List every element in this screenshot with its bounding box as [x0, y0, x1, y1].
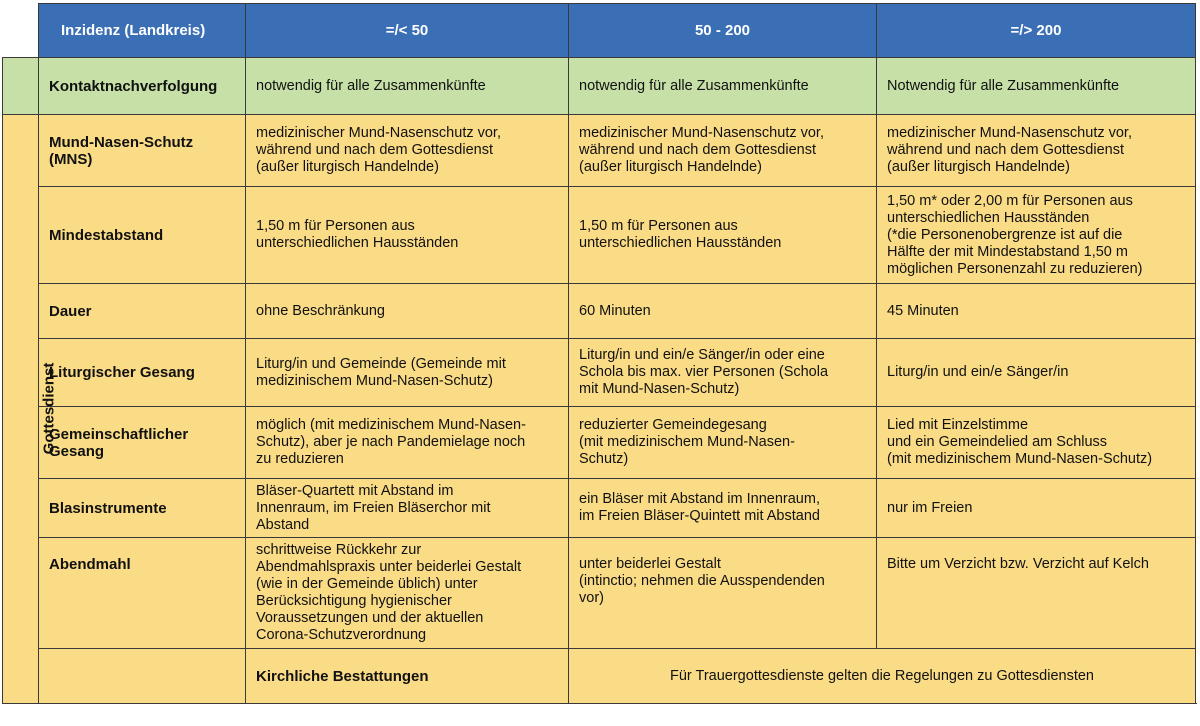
- row-label: Blasinstrumente: [39, 479, 246, 538]
- row-dauer: [3, 284, 1196, 339]
- cell-low: medizinischer Mund-Nasenschutz vor, während und nach dem Gottesdienst (außer liturgisch Handelnde): [246, 115, 569, 187]
- corner-cell: [3, 4, 39, 58]
- cell-high: Liturg/in und ein/e Sänger/in: [877, 339, 1196, 407]
- cell-mid: reduzierter Gemeindegesang (mit medizinischem Mund-Nasen- Schutz): [569, 407, 877, 479]
- row-mns: [3, 115, 1196, 187]
- row-label: Gemeinschaftlicher Gesang: [39, 407, 246, 479]
- cell-mid: medizinischer Mund-Nasenschutz vor, während und nach dem Gottesdienst (außer liturgisch Handelnde): [569, 115, 877, 187]
- cell-low: möglich (mit medizinischem Mund-Nasen- Schutz), aber je nach Pandemielage noch zu reduzieren: [246, 407, 569, 479]
- cell-low: notwendig für alle Zusammenkünfte: [246, 58, 569, 115]
- header-row: [3, 4, 1196, 58]
- cell-mid: 1,50 m für Personen aus unterschiedlichen Hausständen: [569, 187, 877, 284]
- cell-high: Notwendig für alle Zusammenkünfte: [877, 58, 1196, 115]
- cell-low: ohne Beschränkung: [246, 284, 569, 339]
- side-cell-bottom: [39, 649, 246, 704]
- header-mid: 50 - 200: [569, 4, 877, 58]
- cell-merged: Für Trauergottesdienste gelten die Regelungen zu Gottesdiensten: [569, 649, 1196, 704]
- row-label: Abendmahl: [39, 538, 246, 649]
- row-abstand: [3, 187, 1196, 284]
- cell-mid: Liturg/in und ein/e Sänger/in oder eine Schola bis max. vier Personen (Schola mit Mund-Nasen-Schutz): [569, 339, 877, 407]
- row-abendmahl: [3, 538, 1196, 649]
- row-gemein: [3, 407, 1196, 479]
- row-label: Kontaktnachverfolgung: [39, 58, 246, 115]
- side-label: Gottesdienst: [40, 362, 58, 455]
- cell-high: 1,50 m* oder 2,00 m für Personen aus unterschiedlichen Hausständen (*die Personenobergrenze ist auf die Hälfte der mit Mindestabstand 1,50 m möglichen Personenzahl zu reduzieren): [877, 187, 1196, 284]
- row-label: Dauer: [39, 284, 246, 339]
- cell-high: Lied mit Einzelstimme und ein Gemeindelied am Schluss (mit medizinischem Mund-Nasen-Schutz): [877, 407, 1196, 479]
- row-label: Liturgischer Gesang: [39, 339, 246, 407]
- row-label: Mindestabstand: [39, 187, 246, 284]
- row-label: Mund-Nasen-Schutz (MNS): [39, 115, 246, 187]
- row-blas: [3, 479, 1196, 538]
- cell-high: Bitte um Verzicht bzw. Verzicht auf Kelch: [877, 538, 1196, 649]
- row-label: Kirchliche Bestattungen: [246, 649, 569, 704]
- row-kontakt: [3, 58, 1196, 115]
- cell-mid: ein Bläser mit Abstand im Innenraum, im Freien Bläser-Quintett mit Abstand: [569, 479, 877, 538]
- cell-low: Liturg/in und Gemeinde (Gemeinde mit medizinischem Mund-Nasen-Schutz): [246, 339, 569, 407]
- cell-high: nur im Freien: [877, 479, 1196, 538]
- cell-high: medizinischer Mund-Nasenschutz vor, während und nach dem Gottesdienst (außer liturgisch Handelnde): [877, 115, 1196, 187]
- row-bestattung: [3, 649, 1196, 704]
- cell-low: Bläser-Quartett mit Abstand im Innenraum, im Freien Bläserchor mit Abstand: [246, 479, 569, 538]
- regulations-table: [2, 3, 1196, 704]
- header-incidence: Inzidenz (Landkreis): [39, 4, 246, 58]
- cell-mid: unter beiderlei Gestalt (intinctio; nehmen die Ausspendenden vor): [569, 538, 877, 649]
- cell-low: schrittweise Rückkehr zur Abendmahlspraxis unter beiderlei Gestalt (wie in der Gemeinde üblich) unter Berücksichtigung hygienischer Voraussetzungen und der aktuellen Corona-Schutzverordnung: [246, 538, 569, 649]
- header-low: =/< 50: [246, 4, 569, 58]
- cell-mid: 60 Minuten: [569, 284, 877, 339]
- header-high: =/> 200: [877, 4, 1196, 58]
- cell-low: 1,50 m für Personen aus unterschiedlichen Hausständen: [246, 187, 569, 284]
- side-label-cell: [3, 115, 58, 704]
- side-cell-green: [3, 58, 39, 115]
- cell-high: 45 Minuten: [877, 284, 1196, 339]
- row-liturg: [3, 339, 1196, 407]
- cell-mid: notwendig für alle Zusammenkünfte: [569, 58, 877, 115]
